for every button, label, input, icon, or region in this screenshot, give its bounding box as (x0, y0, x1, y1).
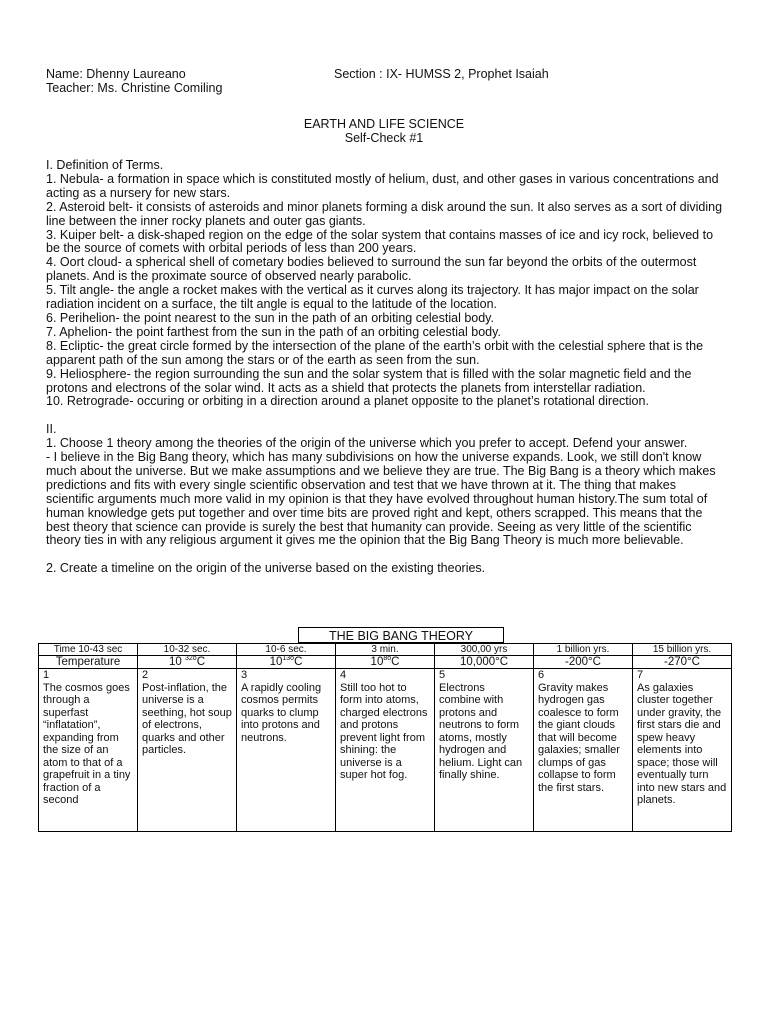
temperature-cell: $10^{8o}C$ (336, 656, 435, 669)
definition-item: 1. Nebula- a formation in space which is constituted mostly of helium, dust, and other gases in various concentrations and acting as a nursery for new stars. (46, 171, 719, 200)
time-cell: 3 min. (336, 644, 435, 656)
answer-1: - I believe in the Big Bang theory, which has many subdivisions on how the universe expands. Look, we still don't know much about the universe. But we make assumptions and we believe they are true. The Big Bang is a theory which makes predictions and fits with every single scientific observation and test that we have thrown at it. The thing that makes scientific arguments much more valid in my opinion is that they have evolved throughout human history.The sum total of human knowledge gets put together and over time bits are proved right and kept, others scrapped. This means that the best theory that science can provide is surely the best that humanity can provide. Seeing as very little of the scientific theory ties in with any religious argument it gives me the opinion that the Big Bang Theory is much more believable. (46, 450, 716, 548)
definition-item: 2. Asteroid belt- it consists of asteroids and minor planets forming a disk around the sun. It also serves as a sort of dividing line between the inner rocky planets and outer gas giants. (46, 199, 723, 228)
event-cell: 7 As galaxies cluster together under gravity, the first stars die and spew heavy elements into space; those will eventually turn into new stars and planets. (633, 669, 732, 832)
time-cell: 15 billion yrs. (633, 644, 732, 656)
definition-item: 4. Oort cloud- a spherical shell of cometary bodies believed to surround the sun far beyond the orbits of the outermost planets. And is the proximate source of observed nearly parabolic. (46, 255, 697, 284)
part2-heading: II. (46, 422, 57, 437)
definition-item: 7. Aphelion- the point farthest from the sun in the path of an orbiting celestial body. (46, 324, 501, 339)
temperature-cell: 10 $^{32o}$C (138, 656, 237, 669)
time-cell: 1 billion yrs. (534, 644, 633, 656)
time-cell: 10-32 sec. (138, 644, 237, 656)
temperature-cell: $10^{13o}C$ (237, 656, 336, 669)
event-cell: 3 A rapidly cooling cosmos permits quarks to clump into protons and neutrons. (237, 669, 336, 832)
temperature-cell: -200°C (534, 656, 633, 669)
time-cell: 300,00 yrs (435, 644, 534, 656)
definition-item: 6. Perihelion- the point nearest to the sun in the path of an orbiting celestial body. (46, 310, 494, 325)
subject-title: EARTH AND LIFE SCIENCE (303, 117, 465, 131)
temperature-cell: 10,000°C (435, 656, 534, 669)
answers-body (46, 159, 726, 576)
time-cell: 10-6 sec. (237, 644, 336, 656)
temperature-cell: -270°C (633, 656, 732, 669)
event-cell: 5 Electrons combine with protons and neutrons to form atoms, mostly hydrogen and helium. Light can finally shine. (435, 669, 534, 832)
time-cell: Time 10-43 sec (39, 644, 138, 656)
part1-heading: I. Definition of Terms. (46, 158, 164, 172)
definition-item: 9. Heliosphere- the region surrounding the sun and the solar system that is filled with the solar magnetic field and the protons and electrons of the solar wind. It acts as a shield that protects the planets from interstellar radiation. (46, 366, 692, 395)
timeline-title: THE BIG BANG THEORY (298, 627, 504, 643)
event-cell: 6 Gravity makes hydrogen gas coalesce to form the giant clouds that will become galaxies; smaller clumps of gas collapse to form the first stars. (534, 669, 633, 832)
definition-item: 5. Tilt angle- the angle a rocket makes with the vertical as it curves along its trajectory. It has major impact on the solar radiation incident on a surface, the tilt angle is equal to the latitude of the location. (46, 283, 699, 312)
event-cell: 4 Still too hot to form into atoms, charged electrons and protons prevent light from shining: the universe is a super hot fog. (336, 669, 435, 832)
question-2: 2. Create a timeline on the origin of the universe based on the existing theories. (46, 561, 486, 576)
self-check-title: Self-Check #1 (344, 131, 424, 145)
time-row (39, 644, 732, 656)
event-cell: 1 The cosmos goes through a superfast “inflatation”, expanding from the size of an atom to that of a grapefruit in a tiny fraction of a second (39, 669, 138, 832)
question-1: 1. Choose 1 theory among the theories of the origin of the universe which you prefer to accept. Defend your answer. (46, 436, 688, 451)
event-cell: 2 Post-inflation, the universe is a seething, hot soup of electrons, quarks and other particles. (138, 669, 237, 832)
timeline-table (38, 643, 732, 832)
temperature-label: Temperature (39, 656, 138, 669)
section-label: Section : IX- HUMSS 2, Prophet Isaiah (334, 67, 549, 81)
definition-item: 3. Kuiper belt- a disk-shaped region on the edge of the solar system that contains masses of ice and icy rock, believed to be the source of comets with orbital periods of less than 200 years. (46, 227, 714, 256)
definition-item: 10. Retrograde- occuring or orbiting in a direction around a planet opposite to the planet’s rotational direction. (46, 394, 649, 409)
student-name: Name: Dhenny Laureano (46, 67, 186, 81)
temperature-row (39, 656, 732, 669)
teacher-name: Teacher: Ms. Christine Comiling (46, 81, 223, 95)
events-row (39, 669, 732, 832)
definition-item: 8. Ecliptic- the great circle formed by the intersection of the plane of the earth’s orbit with the celestial sphere that is the apparent path of the sun among the stars or of the earth as seen from the sun. (46, 338, 704, 367)
